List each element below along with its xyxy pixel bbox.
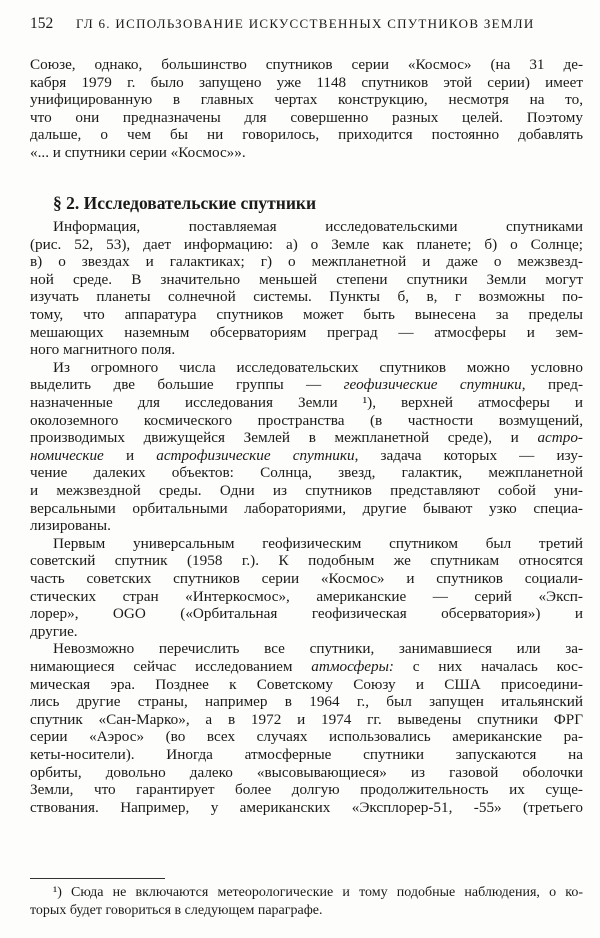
text-line: изучать планеты солнечной системы. Пункты б, в, г возможны по-	[30, 288, 583, 306]
text-line: унифицированную в главных чертах конструкцию, несмотря на то,	[30, 91, 583, 109]
text-line: Земли, что гарантирует более долгую продолжительность их суще-	[30, 781, 583, 799]
text-run: с них началась кос-	[393, 658, 583, 675]
text-line: лорер», OGO («Орбитальная геофизическая обсерватория») и	[30, 605, 583, 623]
text-line: лизированы.	[30, 517, 111, 535]
text-run: , задача которых — изу-	[354, 446, 583, 464]
text-line: кабря 1979 г. было запущено уже 1148 спутников этой серии) имеет	[30, 73, 583, 91]
footnote-line: торых будет говориться в следующем параграфе.	[30, 903, 323, 918]
section-heading: § 2. Исследовательские спутники	[53, 193, 317, 213]
footnote-rule	[30, 878, 165, 879]
running-head: ГЛ 6. ИСПОЛЬЗОВАНИЕ ИСКУССТВЕННЫХ СПУТНИКОВ ЗЕМЛИ	[76, 16, 535, 31]
text-line: версальными орбитальными лабораториями, другие бывают узко специа-	[30, 499, 583, 517]
italic-term: номические	[30, 446, 104, 464]
text-line: часть советских спутников серии «Космос» и спутников социали-	[30, 570, 583, 587]
text-line: серии «Аэрос» (во всех случаях использовались американские ра-	[30, 728, 583, 746]
text-line: спутник «Сан-Марко», а в 1972 и 1974 гг. выведены спутники ФРГ	[30, 710, 583, 728]
text-line: стических стран «Интеркосмос», американские — серий «Эксп-	[30, 587, 583, 605]
italic-term: атмосферы:	[311, 658, 394, 675]
page-header	[30, 12, 575, 38]
text-line: назначенные для исследования Земли ¹), верхней атмосферы и	[30, 394, 583, 411]
text-run: , пред-	[521, 376, 583, 394]
text-line: мическая эра. Позднее к Советскому Союзу и США присоедини-	[30, 675, 583, 693]
text-run: выделить две большие группы —	[30, 376, 344, 394]
text-line	[30, 658, 583, 676]
text-line: Первым универсальным геофизическим спутником был третий	[53, 534, 583, 552]
text-line: другие.	[30, 622, 78, 640]
text-line: кеты-носители). Иногда атмосферные спутники запускаются на	[30, 746, 583, 763]
text-line: Из огромного числа исследовательских спутников можно условно	[53, 358, 583, 376]
text-line: тому, что аппаратура спутников может быть вынесена за пределы	[30, 306, 583, 323]
text-line: дальше, о чем бы ни говорилось, приходится постоянно добавлять	[30, 126, 583, 144]
text-line: советский спутник (1958 г.). К подобным же спутникам относятся	[30, 552, 583, 570]
text-line: «... и спутники серии «Космос»».	[30, 144, 246, 161]
text-line: что они предназначены для совершенно разных целей. Поэтому	[30, 108, 583, 126]
text-line: околоземного космического пространства (в частности возмущений,	[30, 411, 583, 429]
footnote-line: ¹) Сюда не включаются метеорологические и тому подобные наблюдения, о ко-	[53, 885, 583, 900]
italic-term: геофизические спутники	[343, 376, 522, 394]
text-line: и межзвездной среды. Одни из спутников представляют собой уни-	[30, 482, 583, 499]
text-run: нимающиеся сейчас исследованием	[30, 658, 312, 675]
text-run: и	[103, 446, 157, 464]
text-line: мешающих наземным обсерваториям преград — атмосферы и зем-	[30, 323, 583, 341]
text-line: орбиты, довольно далеко «высовывающиеся» из газовой оболочки	[30, 763, 583, 781]
text-line	[30, 447, 583, 465]
text-line: ствования. Например, у американских «Эксплорер-51, -55» (третьего	[30, 798, 583, 816]
text-line	[30, 429, 583, 447]
text-line: Информация, поставляемая исследовательскими спутниками	[53, 218, 583, 235]
page-number: 152	[30, 15, 54, 32]
italic-term: астрофизические спутники	[156, 446, 355, 464]
text-line: Союзе, однако, большинство спутников серии «Космос» (на 31 де-	[30, 56, 583, 73]
text-line: лись другие страны, например в 1964 г., был запущен итальянский	[30, 693, 583, 711]
italic-term: астро-	[537, 429, 583, 447]
text-run: производимых движущейся Землей в межпланетной среде), и	[30, 429, 538, 447]
text-line: ной среде. В значительно меньшей степени спутники Земли могут	[30, 270, 583, 288]
text-line: Невозможно перечислить все спутники, занимавшиеся или за-	[53, 640, 583, 658]
text-line	[30, 376, 583, 394]
text-line: чение далеких объектов: Солнца, звезд, галактик, межпланетной	[30, 464, 583, 482]
text-line: (рис. 52, 53), дает информацию: а) о Земле как планете; б) о Солнце;	[30, 235, 583, 253]
text-line: ного магнитного поля.	[30, 341, 176, 359]
text-line: в) о звездах и галактиках; г) о межпланетной и даже о межзвезд-	[30, 253, 583, 271]
